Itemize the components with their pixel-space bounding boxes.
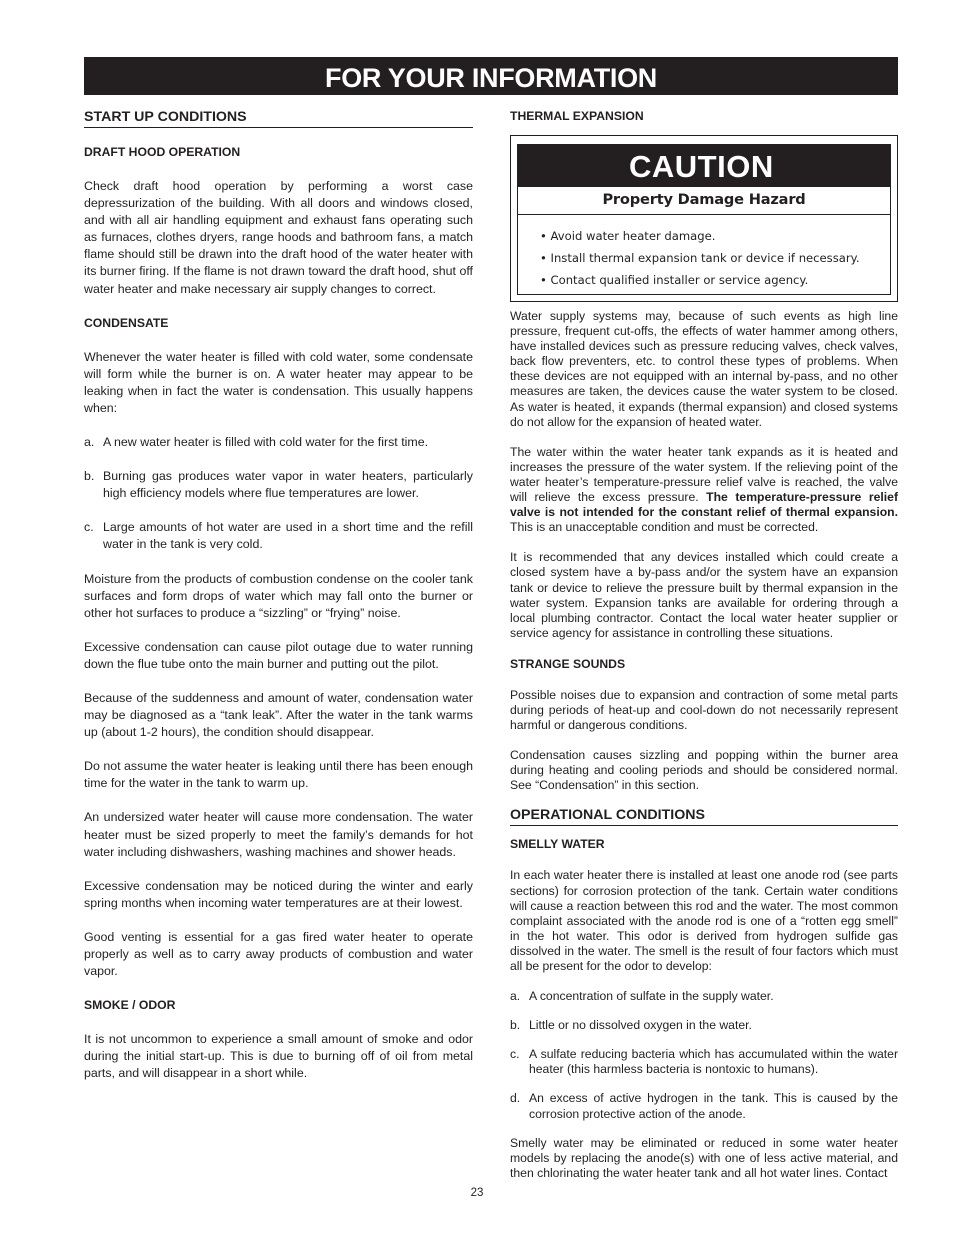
smelly-water-heading: SMELLY WATER: [510, 837, 605, 852]
caution-header: [518, 145, 890, 187]
recommend-paragraph: It is recommended that any devices installed which could create a closed system have a by-pass and/or the system have an expansion tank or device to relieve the pressure built by thermal expansion in the water system. Expansion tanks are available for ordering through a local plumbing contractor. Contact the local water heater supplier or service agency for assistance in controlling these situations.: [510, 550, 898, 640]
draft-hood-heading: DRAFT HOOD OPERATION: [84, 145, 241, 159]
list-item-text: An excess of active hydrogen in the tank. This is caused by the corrosion protective action of the anode.: [529, 1091, 898, 1121]
suddenness-paragraph: Because of the suddenness and amount of water, condensation water may be diagnosed as a “tank leak”. After the water in the tank warms up (about 1-2 hours), the condition should disappear.: [84, 690, 473, 740]
caution-frame: [517, 144, 891, 295]
sizzle-paragraph: Condensation causes sizzling and popping within the burner area during heating and cooling periods and should be considered normal. See “Condensation” in this section.: [510, 748, 898, 793]
draft-hood-paragraph: Check draft hood operation by performing a worst case depressurization of the building. With all doors and windows closed, and with all air handling equipment and exhaust fans operating such as furnaces, clothes dryers, range hoods and bathroom fans, a match flame should still be drawn into the draft hood of the water heater with its burner firing. If the flame is not drawn toward the draft hood, shut off water heater and make necessary air supply changes to correct.: [84, 179, 473, 296]
banner-rule: [84, 93, 898, 95]
supply-paragraph: Water supply systems may, because of such events as high line pressure, frequent cut-offs, the effects of water hammer among others, have installed devices such as pressure reducing valves, check valves, back flow preventers, etc. to control these types of problems. When these devices are not equipped with an internal by-pass, and no other measures are taken, the devices cause the water system to be closed. As water is heated, it expands (thermal expansion) and closed systems do not allow for the expansion of heated water.: [510, 309, 898, 429]
list-item: [510, 989, 898, 1004]
list-item-label: a.: [510, 989, 521, 1004]
condensate-heading: CONDENSATE: [84, 315, 169, 330]
list-item-label: c.: [510, 1047, 520, 1062]
list-item-text: A sulfate reducing bacteria which has accumulated within the water heater (this harmless bacteria is nontoxic to humans).: [529, 1047, 898, 1077]
list-item-label: b.: [510, 1018, 521, 1033]
caution-subtitle: Property Damage Hazard: [518, 187, 890, 215]
list-item-text: A concentration of sulfate in the supply water.: [529, 989, 774, 1004]
excessive-paragraph: Excessive condensation can cause pilot outage due to water running down the flue tube onto the main burner and putting out the pilot.: [84, 639, 473, 671]
list-item-text: A new water heater is filled with cold water for the first time.: [103, 435, 429, 450]
eliminate-paragraph: Smelly water may be eliminated or reduced in some water heater models by replacing the anode(s) with one of less active material, and then chlorinating the water heater tank and all hot water lines. Contact: [510, 1135, 898, 1180]
undersized-paragraph: An undersized water heater will cause more condensation. The water heater must be sized properly to meet the family’s demands for hot water including dishwashers, washing machines and shower heads.: [84, 810, 473, 859]
page-number: 23: [470, 1187, 484, 1199]
right-column: [510, 108, 898, 1181]
list-item-text: Burning gas produces water vapor in water heaters, particularly high efficiency models where flue temperatures are lower.: [103, 469, 473, 501]
list-item: [510, 1047, 898, 1077]
list-item-text: Little or no dissolved oxygen in the water.: [529, 1018, 752, 1033]
tank-text-bold: The temperature-pressure relief valve is not intended for the constant relief of thermal expansion.: [510, 490, 898, 520]
caution-title: CAUTION: [629, 149, 774, 184]
caution-bullet: • Install thermal expansion tank or device if necessary.: [540, 251, 860, 265]
left-column: [84, 108, 473, 1082]
list-item-label: b.: [84, 469, 95, 484]
caution-bullets: [518, 215, 890, 291]
list-item-label: d.: [510, 1091, 521, 1106]
list-item-text: Large amounts of hot water are used in a short time and the refill water in the tank is very cold.: [103, 520, 473, 552]
venting-paragraph: Good venting is essential for a gas fired water heater to operate properly as well as to carry away products of combustion and water vapor.: [84, 929, 473, 979]
list-item: [84, 468, 473, 502]
smelly-paragraph: In each water heater there is installed at least one anode rod (see parts sections) for corrosion protection of the tank. Certain water conditions will cause a reaction between this rod and the water. The most common complaint associated with the anode rod is one of a “rotten egg smell” in the hot water. This odor is derived from hydrogen sulfide gas dissolved in the water. The smell is the result of four factors which must all be present for the odor to develop:: [510, 868, 898, 973]
tank-paragraph: [510, 445, 898, 536]
winter-paragraph: Excessive condensation may be noticed during the winter and early spring months when incoming water temperatures are at their lowest.: [84, 878, 473, 910]
operational-heading: OPERATIONAL CONDITIONS: [510, 806, 898, 826]
strange-sounds-heading: STRANGE SOUNDS: [510, 656, 626, 671]
caution-bullet: • Contact qualified installer or service agency.: [540, 273, 809, 287]
tank-text-b: This is an unacceptable condition and must be corrected.: [510, 520, 819, 535]
list-item-label: c.: [84, 520, 94, 535]
list-item: [510, 1091, 898, 1121]
list-item: [84, 434, 473, 451]
tank-text-a: The water within the water heater tank expands as it is heated and increases the pressure of the water system. If the relieving point of the water heater’s temperature-pressure relief valve is reached, the valve will relieve the excess pressure.: [510, 444, 898, 505]
noise-paragraph: Possible noises due to expansion and contraction of some metal parts during periods of heat-up and cool-down do not necessarily represent harmful or dangerous conditions.: [510, 687, 898, 733]
list-item-label: a.: [84, 435, 95, 450]
moisture-paragraph: Moisture from the products of combustion condense on the cooler tank surfaces and form drops of water which may fall onto the burner or other hot surfaces to produce a “sizzling” or “frying” noise.: [84, 571, 473, 620]
assume-paragraph: Do not assume the water heater is leaking until there has been enough time for the water in the tank to warm up.: [84, 759, 473, 791]
start-up-heading: START UP CONDITIONS: [84, 108, 473, 128]
thermal-expansion-heading: THERMAL EXPANSION: [510, 109, 644, 123]
banner-title: FOR YOUR INFORMATION: [325, 63, 657, 93]
caution-label: [510, 135, 898, 302]
condensate-paragraph: Whenever the water heater is filled with cold water, some condensate will form while the burner is on. A water heater may appear to be leaking when in fact the water is condensation. This usually happens when:: [84, 349, 473, 415]
smoke-odor-heading: SMOKE / ODOR: [84, 998, 176, 1013]
list-item: [84, 519, 473, 553]
page-banner: [84, 57, 898, 94]
smoke-paragraph: It is not uncommon to experience a small amount of smoke and odor during the initial start-up. This is due to burning off of oil from metal parts, and will disappear in a short while.: [84, 1032, 473, 1081]
caution-bullet: • Avoid water heater damage.: [540, 229, 716, 243]
list-item: [510, 1018, 898, 1033]
